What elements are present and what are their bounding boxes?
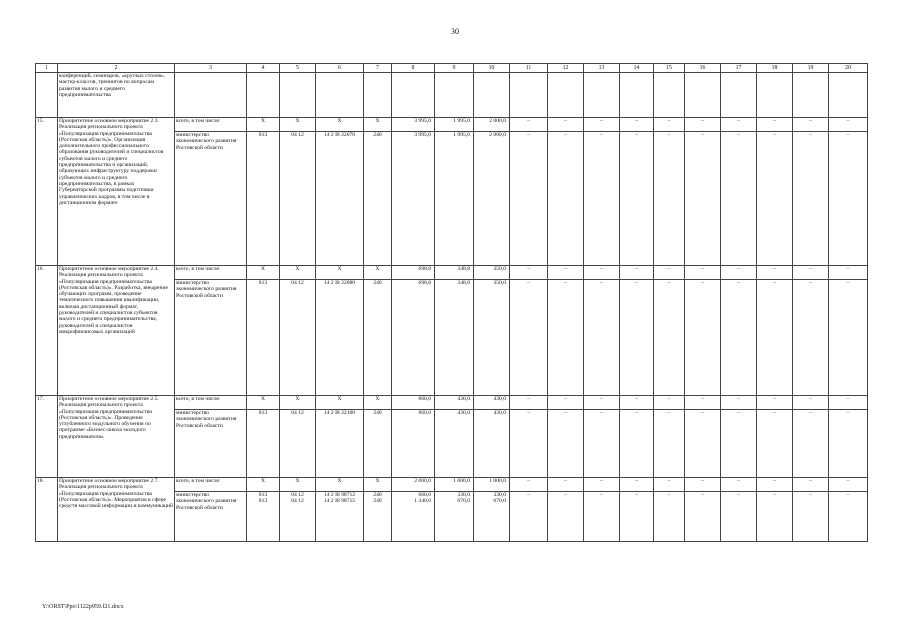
executor-cell: министерство экономического развития Ростовской области — [175, 280, 247, 396]
column-number: 11 — [510, 64, 548, 73]
year-2020-cell: 350,0 — [474, 280, 510, 396]
year-2022-cell: – — [548, 266, 584, 280]
year-2027-cell: – — [721, 396, 757, 410]
executor-cell: всего, в том числе: — [175, 266, 247, 280]
empty-cell — [474, 73, 510, 118]
year-2030-cell: – — [829, 492, 868, 542]
year-2026-cell: – — [685, 478, 721, 492]
empty-cell — [316, 73, 364, 118]
year-2030-cell: – — [829, 266, 868, 280]
measure-name-cell: Приоритетное основное мероприятие 2.4. Реализация регионального проекта «Популяризация предпринимательства (Ростовская область)». Разработка, внедрение обучающих программ, проведение тематического повышения квалификации, включая дистанционный формат, руководителей и специалистов субъектов малого и среднего предпринимательства, руководителей и специалистов микрофинансовых организаций — [58, 266, 175, 396]
empty-cell — [364, 73, 392, 118]
year-2024-cell: – — [620, 396, 654, 410]
year-2028-cell: – — [757, 478, 793, 492]
year-2029-cell: – — [793, 396, 829, 410]
empty-cell — [620, 73, 654, 118]
empty-cell — [247, 73, 280, 118]
year-2030-cell: – — [829, 410, 868, 478]
column-number-row — [36, 64, 868, 73]
grbs-cell: X — [247, 266, 280, 280]
year-2026-cell: – — [685, 132, 721, 266]
empty-cell — [654, 73, 685, 118]
column-number: 9 — [435, 64, 474, 73]
column-number: 12 — [548, 64, 584, 73]
year-2030-cell: – — [829, 478, 868, 492]
year-2020-cell: 430,0 — [474, 396, 510, 410]
grbs-cell: 813 813 — [247, 492, 280, 542]
year-2030-cell: – — [829, 118, 868, 132]
year-2023-cell: – — [584, 132, 620, 266]
empty-cell — [392, 73, 435, 118]
executor-cell: всего, в том числе: — [175, 396, 247, 410]
year-2022-cell: – — [548, 132, 584, 266]
grbs-cell: X — [247, 118, 280, 132]
grbs-cell: 813 — [247, 132, 280, 266]
year-2028-cell: – — [757, 410, 793, 478]
grbs-cell: X — [247, 396, 280, 410]
year-2020-cell: 1 000,0 — [474, 478, 510, 492]
column-number: 18 — [757, 64, 793, 73]
empty-cell — [280, 73, 316, 118]
executor-cell: всего, в том числе: — [175, 478, 247, 492]
total-amount-cell: 860,0 — [392, 396, 435, 410]
year-2019-cell: 1 000,0 — [435, 478, 474, 492]
column-number: 15 — [654, 64, 685, 73]
vr-cell: X — [364, 266, 392, 280]
year-2022-cell: – — [548, 118, 584, 132]
year-2030-cell: – — [829, 280, 868, 396]
year-2030-cell: – — [829, 132, 868, 266]
column-number: 13 — [584, 64, 620, 73]
year-2026-cell: – — [685, 118, 721, 132]
year-2026-cell: – — [685, 280, 721, 396]
year-2025-cell: – — [654, 410, 685, 478]
total-amount-cell: 860,0 — [392, 410, 435, 478]
year-2029-cell: – — [793, 132, 829, 266]
year-2029-cell: – — [793, 492, 829, 542]
vr-cell: X — [364, 118, 392, 132]
year-2027-cell: – — [721, 118, 757, 132]
year-2027-cell: – — [721, 410, 757, 478]
row-number-cell: 16. — [36, 266, 58, 396]
executor-cell: всего, в том числе: — [175, 118, 247, 132]
year-2020-cell: 330,0 670,0 — [474, 492, 510, 542]
vr-cell: X — [364, 478, 392, 492]
year-2028-cell: – — [757, 266, 793, 280]
column-number: 14 — [620, 64, 654, 73]
year-2029-cell: – — [793, 410, 829, 478]
grbs-cell: 813 — [247, 280, 280, 396]
year-2024-cell: – — [620, 118, 654, 132]
csr-cell: 14 2 I8 22100 — [316, 410, 364, 478]
empty-cell — [510, 73, 548, 118]
rzpr-cell: 04 12 — [280, 280, 316, 396]
year-2021-cell: – — [510, 410, 548, 478]
empty-cell — [793, 73, 829, 118]
rzpr-cell: X — [280, 396, 316, 410]
grbs-cell: X — [247, 478, 280, 492]
year-2021-cell: – — [510, 118, 548, 132]
continuation-row — [36, 73, 868, 118]
year-2028-cell: – — [757, 396, 793, 410]
year-2025-cell: – — [654, 132, 685, 266]
column-number: 7 — [364, 64, 392, 73]
table-row — [36, 478, 868, 492]
empty-cell — [721, 73, 757, 118]
year-2024-cell: – — [620, 410, 654, 478]
year-2029-cell: – — [793, 266, 829, 280]
csr-cell: X — [316, 396, 364, 410]
row-number-cell — [36, 73, 58, 118]
executor-cell: министерство экономического развития Ростовской области — [175, 410, 247, 478]
csr-cell: X — [316, 266, 364, 280]
year-2026-cell: – — [685, 410, 721, 478]
budget-table — [35, 63, 868, 542]
row-number-cell: 17. — [36, 396, 58, 478]
rzpr-cell: 04 12 — [280, 132, 316, 266]
column-number: 5 — [280, 64, 316, 73]
year-2021-cell: – — [510, 280, 548, 396]
year-2027-cell: – — [721, 280, 757, 396]
measure-name-cell: Приоритетное основное мероприятие 2.5. Реализация регионального проекта «Популяризация предпринимательства (Ростовская область)». Проведение углубленного модульного обучения по программе «Бизнес-школа молодого предпринимателя» — [58, 396, 175, 478]
row-number-cell: 15. — [36, 118, 58, 266]
year-2025-cell: – — [654, 478, 685, 492]
year-2023-cell: – — [584, 410, 620, 478]
year-2024-cell: – — [620, 478, 654, 492]
table-row — [36, 266, 868, 280]
year-2019-cell: 1 995,0 — [435, 132, 474, 266]
year-2023-cell: – — [584, 118, 620, 132]
year-2022-cell: – — [548, 410, 584, 478]
column-number: 17 — [721, 64, 757, 73]
year-2028-cell: – — [757, 118, 793, 132]
rzpr-cell: X — [280, 478, 316, 492]
year-2019-cell: 430,0 — [435, 410, 474, 478]
column-number: 16 — [685, 64, 721, 73]
year-2025-cell: – — [654, 492, 685, 542]
total-amount-cell: 698,8 — [392, 266, 435, 280]
year-2028-cell: – — [757, 280, 793, 396]
vr-cell: X — [364, 396, 392, 410]
executor-cell: министерство экономического развития Ростовской области — [175, 492, 247, 542]
year-2019-cell: 348,8 — [435, 280, 474, 396]
column-number: 6 — [316, 64, 364, 73]
rzpr-cell: X — [280, 118, 316, 132]
year-2023-cell: – — [584, 396, 620, 410]
total-amount-cell: 3 995,0 — [392, 118, 435, 132]
year-2025-cell: – — [654, 118, 685, 132]
year-2024-cell: – — [620, 280, 654, 396]
csr-cell: X — [316, 478, 364, 492]
year-2020-cell: 2 000,0 — [474, 118, 510, 132]
year-2029-cell: – — [793, 280, 829, 396]
year-2026-cell: – — [685, 266, 721, 280]
year-2030-cell: – — [829, 396, 868, 410]
rzpr-cell: 04 12 — [280, 410, 316, 478]
year-2024-cell: – — [620, 492, 654, 542]
year-2022-cell: – — [548, 492, 584, 542]
year-2028-cell: – — [757, 132, 793, 266]
year-2020-cell: 430,0 — [474, 410, 510, 478]
year-2021-cell: – — [510, 396, 548, 410]
vr-cell: 240 — [364, 132, 392, 266]
column-number: 20 — [829, 64, 868, 73]
year-2025-cell: – — [654, 266, 685, 280]
empty-cell — [548, 73, 584, 118]
csr-cell: X — [316, 118, 364, 132]
year-2023-cell: – — [584, 492, 620, 542]
grbs-cell: 813 — [247, 410, 280, 478]
column-number: 10 — [474, 64, 510, 73]
year-2022-cell: – — [548, 478, 584, 492]
column-number: 4 — [247, 64, 280, 73]
empty-cell — [584, 73, 620, 118]
column-number: 8 — [392, 64, 435, 73]
csr-cell: 14 2 I8 22080 — [316, 280, 364, 396]
empty-cell — [685, 73, 721, 118]
year-2020-cell: 2 000,0 — [474, 132, 510, 266]
year-2021-cell: – — [510, 132, 548, 266]
year-2029-cell: – — [793, 478, 829, 492]
year-2023-cell: – — [584, 266, 620, 280]
measure-name-cell: конференций, семинаров, «круглых столов», мастер-классов, тренингов по вопросам развития малого и среднего предпринимательства — [58, 73, 175, 118]
year-2024-cell: – — [620, 132, 654, 266]
total-amount-cell: 2 000,0 — [392, 478, 435, 492]
column-number: 19 — [793, 64, 829, 73]
table-row — [36, 118, 868, 132]
year-2026-cell: – — [685, 396, 721, 410]
vr-cell: 240 240 — [364, 492, 392, 542]
table-row — [36, 396, 868, 410]
total-amount-cell: 698,8 — [392, 280, 435, 396]
rzpr-cell: X — [280, 266, 316, 280]
empty-cell — [829, 73, 868, 118]
year-2027-cell: – — [721, 478, 757, 492]
year-2029-cell: – — [793, 118, 829, 132]
year-2021-cell: – — [510, 478, 548, 492]
vr-cell: 240 — [364, 410, 392, 478]
csr-cell: 14 2 I8 22070 — [316, 132, 364, 266]
column-number: 3 — [175, 64, 247, 73]
measure-name-cell: Приоритетное основное мероприятие 2.7. Реализация регионального проекта «Популяризация предпринимательства (Ростовская область)». Мероприятия в сфере средств массовой информации и коммуникаций — [58, 478, 175, 542]
csr-cell: 14 2 I8 98712 14 2 I8 98715 — [316, 492, 364, 542]
year-2027-cell: – — [721, 492, 757, 542]
empty-cell — [757, 73, 793, 118]
year-2019-cell: 348,8 — [435, 266, 474, 280]
year-2023-cell: – — [584, 280, 620, 396]
rzpr-cell: 04 12 04 12 — [280, 492, 316, 542]
year-2020-cell: 350,0 — [474, 266, 510, 280]
year-2019-cell: 1 995,0 — [435, 118, 474, 132]
year-2021-cell: – — [510, 492, 548, 542]
year-2028-cell: – — [757, 492, 793, 542]
year-2019-cell: 430,0 — [435, 396, 474, 410]
total-amount-cell: 660,0 1 340,0 — [392, 492, 435, 542]
total-amount-cell: 3 995,0 — [392, 132, 435, 266]
column-number: 2 — [58, 64, 175, 73]
page-number: 30 — [451, 27, 459, 36]
year-2027-cell: – — [721, 266, 757, 280]
column-number: 1 — [36, 64, 58, 73]
year-2022-cell: – — [548, 280, 584, 396]
year-2026-cell: – — [685, 492, 721, 542]
year-2025-cell: – — [654, 396, 685, 410]
year-2019-cell: 330,0 670,0 — [435, 492, 474, 542]
row-number-cell: 18. — [36, 478, 58, 542]
year-2022-cell: – — [548, 396, 584, 410]
year-2025-cell: – — [654, 280, 685, 396]
empty-cell — [435, 73, 474, 118]
year-2023-cell: – — [584, 478, 620, 492]
measure-name-cell: Приоритетное основное мероприятие 2.3. Реализация регионального проекта «Популяризация предпринимательства (Ростовская область)». Организация дополнительного профессионального образования руководителей и специалистов субъектов малого и среднего предпринимательства и организаций, образующих инфраструктуру поддержки субъектов малого и среднего предпринимательства, в рамках Губернаторской программы подготовки управленческих кадров, в том числе в дистанционном формате — [58, 118, 175, 266]
executor-cell: министерство экономического развития Ростовской области — [175, 132, 247, 266]
year-2024-cell: – — [620, 266, 654, 280]
file-path-footer: Y:\ORST\Ppo\1122p959.f21.docx — [42, 604, 124, 610]
year-2021-cell: – — [510, 266, 548, 280]
year-2027-cell: – — [721, 132, 757, 266]
empty-cell — [175, 73, 247, 118]
vr-cell: 240 — [364, 280, 392, 396]
